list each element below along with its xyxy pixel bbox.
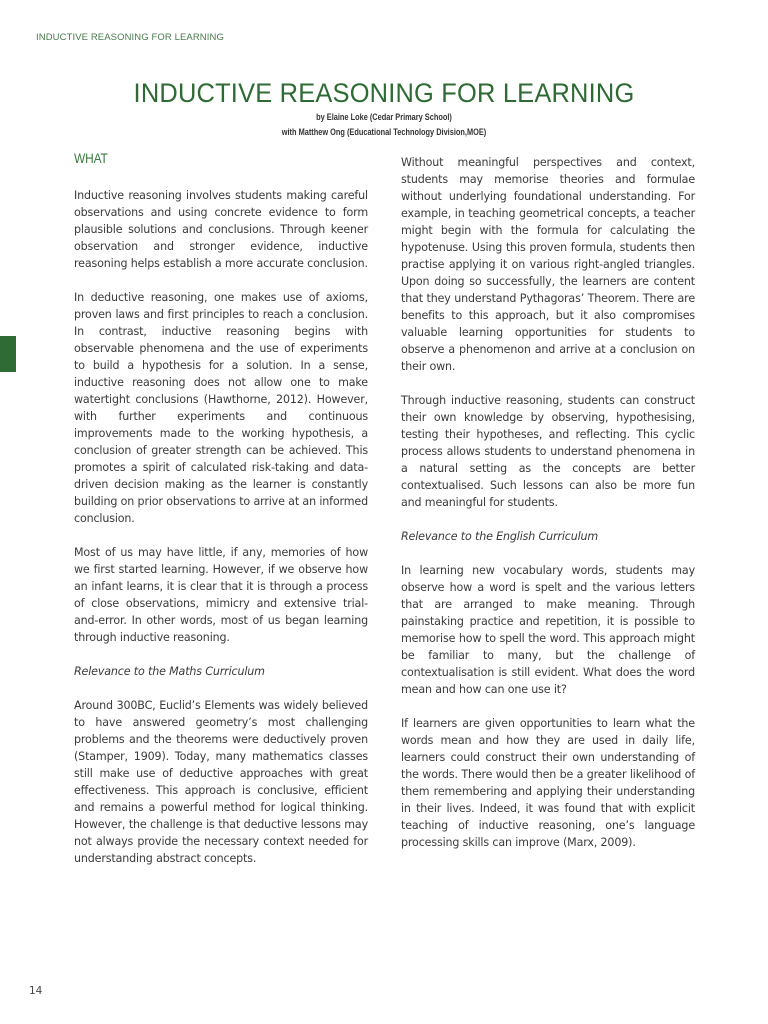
- left-column: [74, 150, 368, 884]
- paragraph: In learning new vocabulary words, students may observe how a word is spelt and the various letters that are arranged to make meaning. Through painstaking practice and repetition, it is possible to memorise how to spell the word. This approach might be familiar to many, but the challenge of contextualisation is still evident. What does the word mean and how can one use it?: [401, 564, 695, 696]
- section-heading-what: WHAT: [74, 150, 108, 166]
- right-column: [401, 154, 695, 868]
- article-title: INDUCTIVE REASONING FOR LEARNING: [133, 78, 635, 108]
- paragraph: Around 300BC, Euclid’s Elements was widely believed to have answered geometry’s most challenging problems and the theorems were deductively proven (Stamper, 1909). Today, many mathematics classes still make use of deductive approaches with great effectiveness. This approach is conclusive, efficient and remains a powerful method for logical thinking. However, the challenge is that deductive lessons may not always provide the necessary context needed for understanding abstract concepts.: [74, 699, 368, 865]
- paragraph: In deductive reasoning, one makes use of axioms, proven laws and first principles to reach a conclusion. In contrast, inductive reasoning begins with observable phenomena and the use of experiments to build a hypothesis for a solution. In a sense, inductive reasoning does not allow one to make watertight conclusions (Hawthorne, 2012). However, with further experiments and continuous improvements made to the working hypothesis, a conclusion of greater strength can be achieved. This promotes a spirit of calculated risk-taking and data-driven decision making as the learner is constantly building on prior observations to arrive at an informed conclusion.: [74, 291, 368, 525]
- subheading-english: Relevance to the English Curriculum: [401, 530, 599, 543]
- paragraph: Without meaningful perspectives and context, students may memorise theories and formulae without underlying foundational understanding. For example, in teaching geometrical concepts, a teacher might begin with the formula for calculating the hypotenuse. Using this proven formula, students then practise applying it on various right-angled triangles. Upon doing so successfully, the learners are content that they understand Pythagoras’ Theorem. There are benefits to this approach, but it also compromises valuable learning opportunities for students to observe a phenomenon and arrive at a conclusion on their own.: [401, 156, 695, 373]
- section-marker-tab: [0, 336, 16, 372]
- co-author-byline: with Matthew Ong (Educational Technology Division,MOE): [281, 127, 487, 137]
- page-number: 14: [29, 985, 43, 997]
- paragraph: If learners are given opportunities to learn what the words mean and how they are used in daily life, learners could construct their own understanding of the words. There would then be a greater likelihood of them remembering and applying their understanding in their lives. Indeed, it was found that with explicit teaching of inductive reasoning, one’s language processing skills can improve (Marx, 2009).: [401, 717, 695, 849]
- paragraph: Most of us may have little, if any, memories of how we first started learning. However, if we observe how an infant learns, it is clear that it is through a process of close observations, mimicry and extensive trial-and-error. In other words, most of us began learning through inductive reasoning.: [74, 546, 368, 644]
- subheading-maths: Relevance to the Maths Curriculum: [74, 665, 265, 678]
- paragraph: Inductive reasoning involves students making careful observations and using concrete evidence to form plausible solutions and conclusions. Through keener observation and stronger evidence, inductive reasoning helps establish a more accurate conclusion.: [74, 189, 368, 270]
- running-header: INDUCTIVE REASONING FOR LEARNING: [36, 32, 224, 43]
- author-byline: by Elaine Loke (Cedar Primary School): [316, 112, 452, 122]
- paragraph: Through inductive reasoning, students can construct their own knowledge by observing, hypothesising, testing their hypotheses, and reflecting. This cyclic process allows students to understand phenomena in a natural setting as the concepts are better contextualised. Such lessons can also be more fun and meaningful for students.: [401, 394, 695, 509]
